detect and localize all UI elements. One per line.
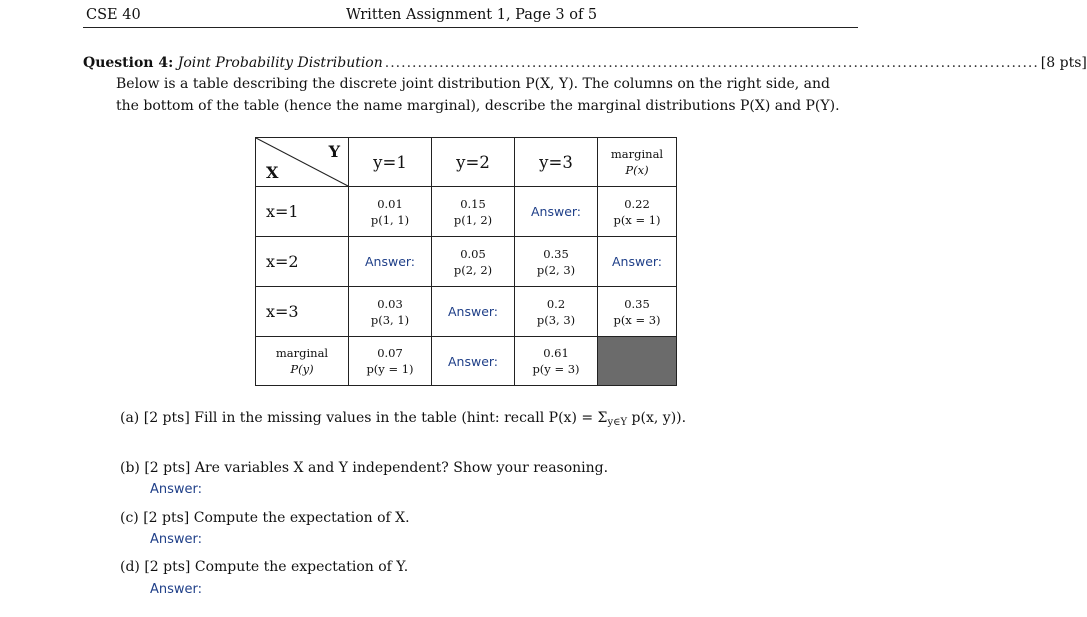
- cell-p23: 0.35 p(2, 3): [515, 237, 598, 287]
- part-b-points: [2 pts]: [144, 460, 191, 476]
- question-topic: Joint Probability Distribution: [177, 55, 383, 71]
- cell-py1: 0.07 p(y = 1): [349, 337, 432, 386]
- part-d-label: (d): [120, 559, 140, 575]
- part-a-sub: y∈Y: [607, 417, 628, 428]
- part-c-label: (c): [120, 510, 139, 526]
- question-points: [8 pts]: [1040, 55, 1087, 71]
- course-label: CSE 40: [86, 7, 141, 23]
- cell-p13-answer[interactable]: Answer:: [515, 187, 598, 237]
- cell-p22: 0.05 p(2, 2): [432, 237, 515, 287]
- leader-dots: ........................................................................................................................: [384, 55, 1039, 71]
- question-heading: [83, 55, 1087, 71]
- cell-py2-answer[interactable]: Answer:: [432, 337, 515, 386]
- shaded-cell: [598, 337, 677, 386]
- cell-p12: 0.15 p(1, 2): [432, 187, 515, 237]
- question-desc-line2: the bottom of the table (hence the name marginal), describe the marginal distributions P(X) and P(Y).: [116, 98, 840, 114]
- part-a-text: Fill in the missing values in the table (hint: recall P(x) = Σ: [194, 410, 608, 426]
- cell-p21-answer[interactable]: Answer:: [349, 237, 432, 287]
- cell-px2-answer[interactable]: Answer:: [598, 237, 677, 287]
- col-header-y3: y=3: [515, 138, 598, 187]
- part-b-label: (b): [120, 460, 140, 476]
- row-label-x1: x=1: [256, 187, 349, 237]
- corner-x-label: X: [266, 163, 279, 182]
- cell-p32-answer[interactable]: Answer:: [432, 287, 515, 337]
- cell-p11: 0.01 p(1, 1): [349, 187, 432, 237]
- page-title: Written Assignment 1, Page 3 of 5: [346, 7, 598, 23]
- cell-px3: 0.35 p(x = 3): [598, 287, 677, 337]
- cell-px1: 0.22 p(x = 1): [598, 187, 677, 237]
- part-a-text2: p(x, y)).: [627, 410, 687, 426]
- part-c-text: Compute the expectation of X.: [193, 510, 410, 526]
- corner-y-label: Y: [328, 142, 340, 161]
- part-c: [120, 510, 410, 526]
- part-d-answer[interactable]: Answer:: [150, 582, 203, 597]
- part-a-points: [2 pts]: [143, 410, 190, 426]
- part-d: [120, 559, 408, 575]
- cell-p31: 0.03 p(3, 1): [349, 287, 432, 337]
- cell-p33: 0.2 p(3, 3): [515, 287, 598, 337]
- part-a-label: (a): [120, 410, 140, 426]
- part-b-answer[interactable]: Answer:: [150, 482, 203, 497]
- part-c-answer[interactable]: Answer:: [150, 532, 203, 547]
- marginal-y-label: marginal P(y): [256, 337, 349, 386]
- part-b: [120, 460, 608, 476]
- marginal-x-header-line2: P(x): [625, 163, 649, 177]
- col-header-y2: y=2: [432, 138, 515, 187]
- col-header-y1: y=1: [349, 138, 432, 187]
- row-label-x3: x=3: [256, 287, 349, 337]
- marginal-x-header: [598, 138, 677, 187]
- question-label: Question 4:: [83, 55, 174, 71]
- part-c-points: [2 pts]: [143, 510, 190, 526]
- question-desc-line1: Below is a table describing the discrete joint distribution P(X, Y). The columns on the right side, and: [116, 76, 830, 92]
- header-rule: [83, 27, 858, 28]
- part-d-points: [2 pts]: [144, 559, 191, 575]
- part-a: [120, 410, 686, 428]
- marginal-x-header-line1: marginal: [610, 147, 664, 161]
- part-b-text: Are variables X and Y independent? Show your reasoning.: [194, 460, 609, 476]
- joint-distribution-table: [255, 137, 677, 386]
- row-label-x2: x=2: [256, 237, 349, 287]
- part-d-text: Compute the expectation of Y.: [194, 559, 409, 575]
- cell-py3: 0.61 p(y = 3): [515, 337, 598, 386]
- corner-cell: [256, 138, 349, 187]
